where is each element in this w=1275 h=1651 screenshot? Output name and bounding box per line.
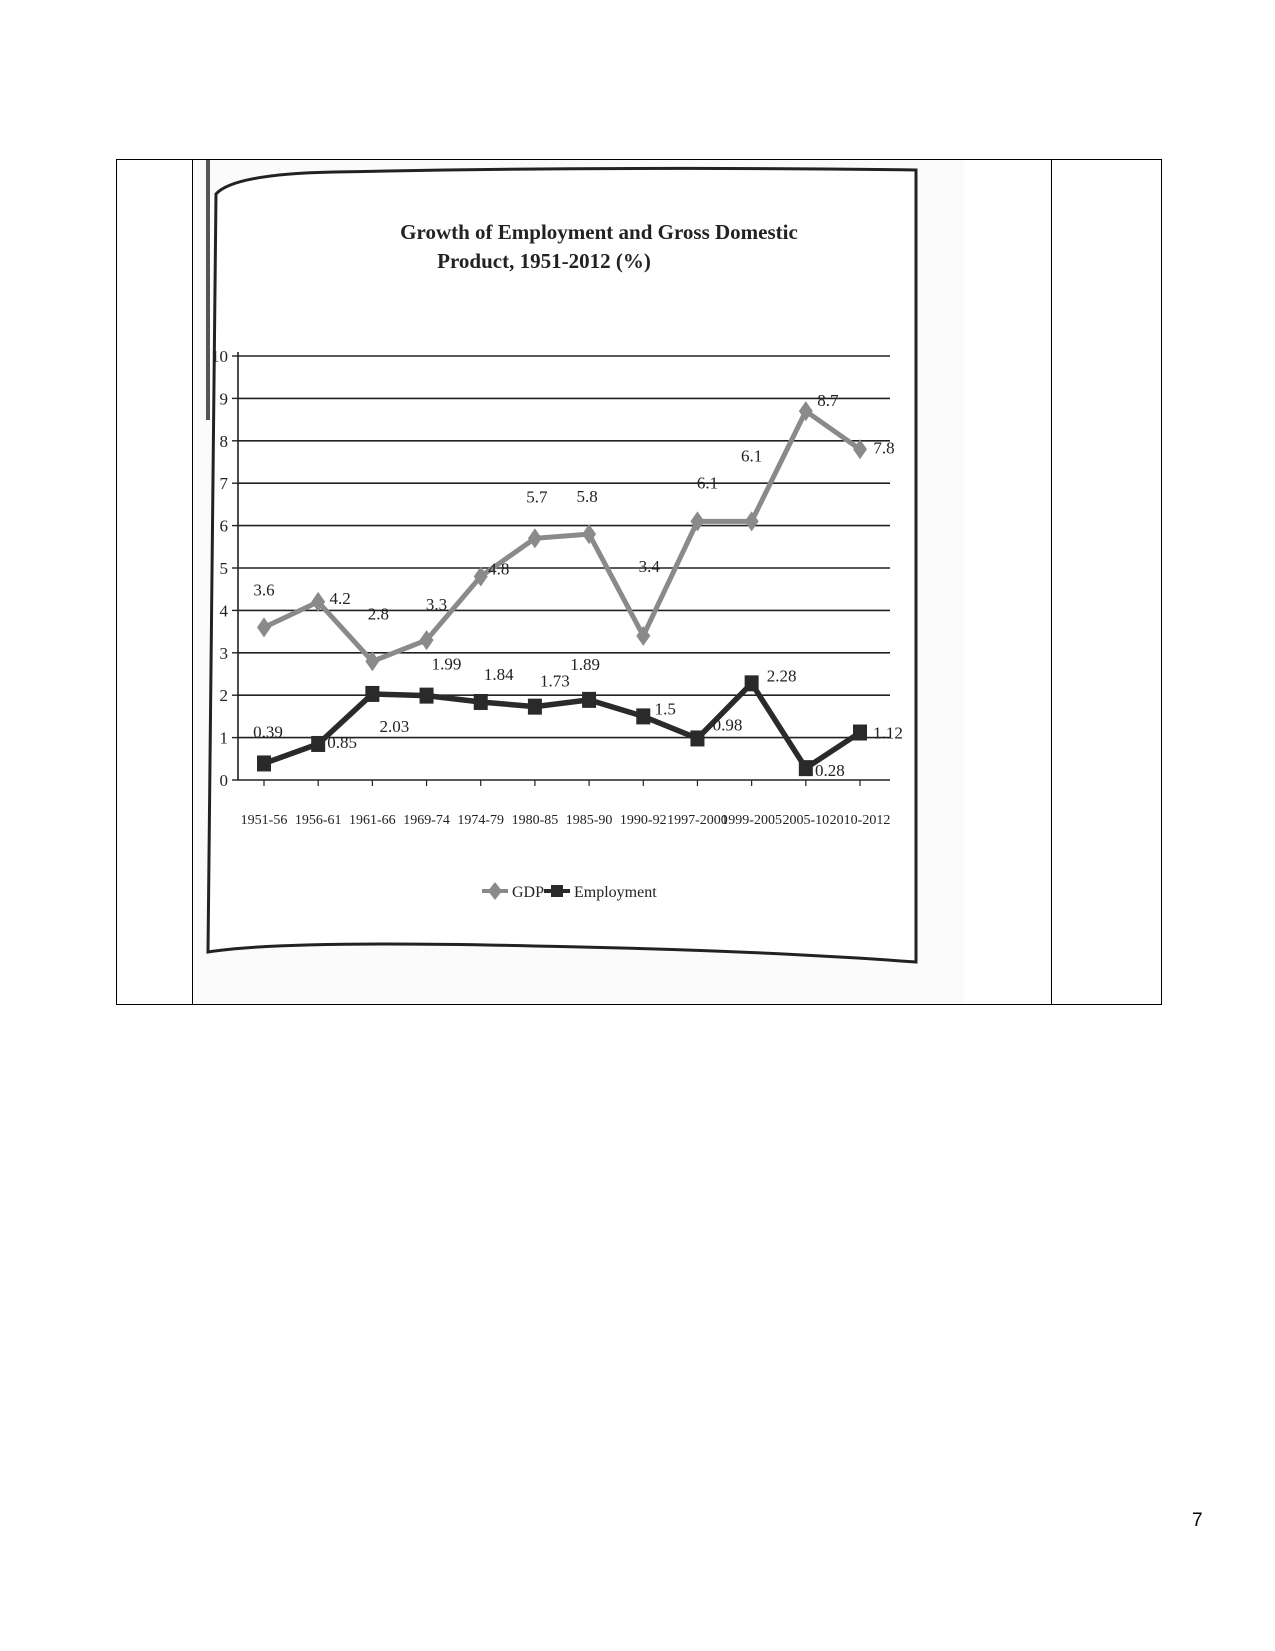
data-label-gdp-10: 8.7: [817, 391, 839, 411]
y-tick-label-7: 7: [219, 474, 228, 494]
y-tick-label-5: 5: [219, 559, 228, 578]
chart: [194, 160, 964, 1004]
y-tick-label-8: 8: [219, 431, 228, 451]
x-tick-label-1951-56: 1951-56: [240, 813, 288, 828]
data-label-gdp-3: 3.3: [425, 595, 448, 615]
data-label-gdp-5: 5.7: [526, 487, 548, 507]
data-label-gdp-8: 6.1: [696, 473, 719, 493]
data-label-employment-11: 1.12: [873, 723, 903, 743]
data-label-gdp-2: 2.8: [367, 604, 389, 624]
y-tick-label-9: 9: [219, 389, 228, 409]
data-label-employment-8: 0.98: [712, 715, 743, 735]
frame-divider-right: [1051, 160, 1052, 1004]
y-tick-label-6: 6: [219, 516, 228, 536]
chart-card: [194, 160, 964, 1004]
legend-label-gdp: GDP: [512, 884, 545, 901]
data-label-gdp-6: 5.8: [576, 487, 598, 507]
x-tick-label-1974-79: 1974-79: [457, 813, 505, 828]
chart-border: [208, 168, 916, 962]
frame-divider-left: [192, 160, 193, 1004]
point-employment-4: [474, 694, 488, 710]
y-tick-label-2: 2: [219, 686, 228, 706]
x-tick-label-1961-66: 1961-66: [349, 813, 396, 828]
y-tick-label-4: 4: [219, 601, 228, 621]
x-tick-label-1985-90: 1985-90: [565, 813, 613, 828]
data-label-employment-0: 0.39: [253, 722, 283, 742]
data-label-employment-7: 1.5: [654, 699, 676, 719]
data-label-employment-2: 2.03: [379, 716, 410, 736]
x-tick-label-1956-61: 1956-61: [294, 813, 342, 828]
data-label-gdp-1: 4.2: [329, 588, 351, 608]
data-label-gdp-11: 7.8: [873, 438, 895, 458]
chart-title-line-2: Product, 1951-2012 (%): [437, 249, 651, 273]
point-employment-5: [528, 699, 542, 715]
point-employment-2: [365, 686, 379, 702]
point-employment-3: [420, 688, 434, 704]
y-tick-label-10: 10: [211, 347, 228, 366]
point-employment-7: [636, 708, 650, 724]
x-tick-label-1990-92: 1990-92: [619, 813, 667, 828]
x-tick-label-1997-2000: 1997-2000: [667, 813, 728, 828]
legend-marker-employment: [551, 885, 563, 897]
x-tick-label-1980-85: 1980-85: [511, 813, 559, 828]
point-employment-0: [257, 755, 271, 771]
x-tick-label-2005-10: 2005-10: [782, 813, 830, 828]
data-label-employment-4: 1.84: [483, 664, 514, 684]
data-label-employment-6: 1.89: [570, 654, 600, 674]
point-employment-9: [745, 675, 759, 691]
data-label-gdp-4: 4.8: [488, 559, 510, 579]
y-tick-label-1: 1: [219, 728, 228, 748]
data-label-gdp-0: 3.6: [253, 580, 275, 600]
x-tick-label-1999-2005: 1999-2005: [721, 813, 782, 828]
data-label-employment-5: 1.73: [540, 671, 570, 691]
data-label-employment-1: 0.85: [327, 732, 358, 752]
y-tick-label-3: 3: [219, 643, 228, 663]
legend-label-employment: Employment: [574, 884, 657, 901]
data-label-employment-10: 0.28: [814, 761, 845, 781]
data-label-gdp-9: 6.1: [741, 446, 763, 466]
x-tick-label-1969-74: 1969-74: [403, 813, 450, 828]
point-employment-10: [799, 760, 813, 776]
point-employment-8: [690, 730, 704, 746]
data-label-employment-9: 2.28: [766, 666, 797, 686]
page-number: 7: [1192, 1510, 1203, 1531]
chart-title-line-1: Growth of Employment and Gross Domestic: [400, 220, 798, 244]
point-employment-1: [311, 736, 325, 752]
point-employment-6: [582, 692, 596, 708]
data-label-gdp-7: 3.4: [638, 556, 660, 576]
x-tick-label-2010-2012: 2010-2012: [829, 813, 891, 828]
data-label-employment-3: 1.99: [431, 654, 462, 674]
point-employment-11: [853, 725, 867, 741]
y-tick-label-0: 0: [219, 771, 228, 790]
